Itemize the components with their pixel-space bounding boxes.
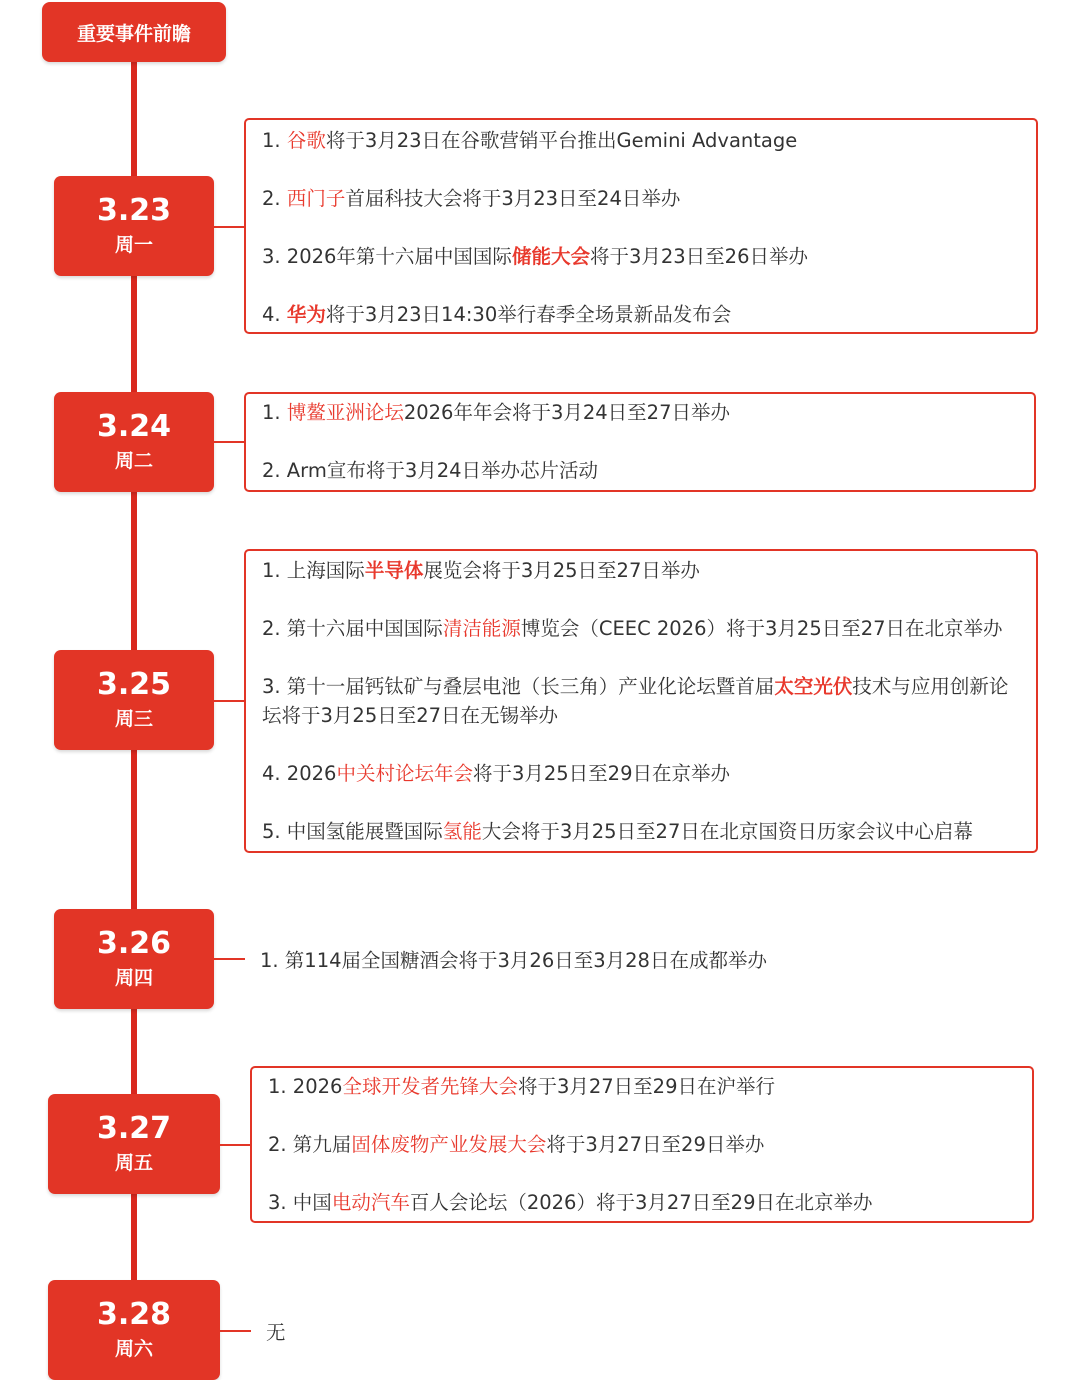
- event-box-3-28: [250, 1316, 450, 1356]
- event-text: 1.: [262, 129, 287, 152]
- event-text: 将于3月23日在谷歌营销平台推出Gemini Advantage: [325, 129, 798, 152]
- event-text: 将于3月23日14:30举行春季全场景新品发布会: [325, 303, 732, 326]
- highlight-text: 太空光伏: [774, 675, 853, 698]
- event-text: 1. 上海国际: [262, 559, 365, 582]
- date-badge-3-24: [54, 392, 214, 492]
- event-text: 5. 中国氢能展暨国际: [262, 820, 443, 843]
- event-text: 2. Arm宣布将于3月24日举办芯片活动: [262, 459, 599, 482]
- event-text: 将于3月27日至29日举办: [546, 1133, 765, 1156]
- event-item: [260, 946, 1024, 975]
- event-item: [262, 300, 1022, 329]
- event-text: 百人会论坛（2026）将于3月27日至29日在北京举办: [409, 1191, 873, 1214]
- date-label: 3.23: [96, 193, 172, 228]
- highlight-text: 西门子: [286, 187, 346, 210]
- date-badge-3-23: [54, 176, 214, 276]
- event-text: 2026年年会将于3月24日至27日举办: [403, 401, 730, 424]
- event-text: 展览会将于3月25日至27日举办: [423, 559, 700, 582]
- event-item: [268, 1188, 1018, 1217]
- event-item: [262, 184, 1022, 213]
- weekday-label: 周三: [114, 708, 153, 730]
- date-label: 3.28: [96, 1297, 172, 1332]
- weekday-label: 周二: [114, 450, 153, 472]
- highlight-text: 电动汽车: [331, 1191, 410, 1214]
- event-text: 将于3月23日至26日举办: [589, 245, 808, 268]
- highlight-text: 清洁能源: [442, 617, 521, 640]
- event-box-3-23: [244, 118, 1038, 334]
- event-text: 将于3月27日至29日在沪举行: [517, 1075, 775, 1098]
- weekday-label: 周六: [114, 1338, 153, 1360]
- highlight-text: 储能大会: [511, 245, 590, 268]
- event-text: 无: [266, 1321, 286, 1344]
- event-item: [262, 759, 1022, 788]
- connector-line: [214, 441, 245, 443]
- event-item: [266, 1318, 436, 1347]
- event-text: 2. 第九届: [268, 1133, 352, 1156]
- event-box-3-26: [244, 944, 1038, 984]
- event-text: 3. 2026年第十六届中国国际: [262, 245, 512, 268]
- highlight-text: 谷歌: [286, 129, 326, 152]
- event-text: 3. 第十一届钙钛矿与叠层电池（长三角）产业化论坛暨首届: [262, 675, 775, 698]
- weekday-label: 周一: [114, 234, 153, 256]
- connector-line: [220, 1144, 251, 1146]
- event-text: 博览会（CEEC 2026）将于3月25日至27日在北京举办: [520, 617, 1003, 640]
- event-text: 1.: [262, 401, 287, 424]
- weekday-label: 周四: [114, 967, 153, 989]
- event-item: [262, 817, 1022, 846]
- highlight-text: 博鳌亚洲论坛: [286, 401, 404, 424]
- event-text: 3. 中国: [268, 1191, 332, 1214]
- event-text: 4. 2026: [262, 762, 337, 785]
- event-text: 技术与应用创新论坛将于3月25日至27日在无锡举办: [262, 675, 1009, 727]
- highlight-text: 中关村论坛年会: [336, 762, 473, 785]
- event-text: 1. 第114届全国糖酒会将于3月26日至3月28日在成都举办: [260, 949, 767, 972]
- event-text: 4.: [262, 303, 287, 326]
- event-text: 将于3月25日至29日在京举办: [472, 762, 730, 785]
- event-item: [262, 126, 1022, 155]
- event-text: 2.: [262, 187, 287, 210]
- event-item: [262, 456, 1020, 485]
- event-box-3-25: [244, 549, 1038, 853]
- connector-line: [214, 700, 245, 702]
- connector-line: [214, 226, 245, 228]
- event-item: [262, 242, 1022, 271]
- date-label: 3.25: [96, 667, 172, 702]
- highlight-text: 半导体: [364, 559, 424, 582]
- page-title: 重要事件前瞻: [42, 2, 226, 62]
- event-text: 1. 2026: [268, 1075, 343, 1098]
- event-text: 大会将于3月25日至27日在北京国资日历家会议中心启幕: [481, 820, 973, 843]
- event-item: [262, 556, 1022, 585]
- event-box-3-27: [250, 1066, 1034, 1223]
- date-label: 3.27: [96, 1111, 172, 1146]
- event-item: [268, 1072, 1018, 1101]
- connector-line: [214, 958, 245, 960]
- connector-line: [220, 1330, 251, 1332]
- event-item: [262, 672, 1022, 730]
- highlight-text: 华为: [286, 303, 326, 326]
- date-label: 3.26: [96, 926, 172, 961]
- date-badge-3-26: [54, 909, 214, 1009]
- event-item: [262, 398, 1020, 427]
- date-badge-3-25: [54, 650, 214, 750]
- highlight-text: 全球开发者先锋大会: [342, 1075, 518, 1098]
- weekday-label: 周五: [114, 1152, 153, 1174]
- event-text: 2. 第十六届中国国际: [262, 617, 443, 640]
- highlight-text: 氢能: [442, 820, 482, 843]
- date-badge-3-27: [48, 1094, 220, 1194]
- date-badge-3-28: [48, 1280, 220, 1380]
- highlight-text: 固体废物产业发展大会: [351, 1133, 547, 1156]
- event-item: [262, 614, 1022, 643]
- event-box-3-24: [244, 392, 1036, 492]
- event-item: [268, 1130, 1018, 1159]
- event-text: 首届科技大会将于3月23日至24日举办: [345, 187, 681, 210]
- date-label: 3.24: [96, 409, 172, 444]
